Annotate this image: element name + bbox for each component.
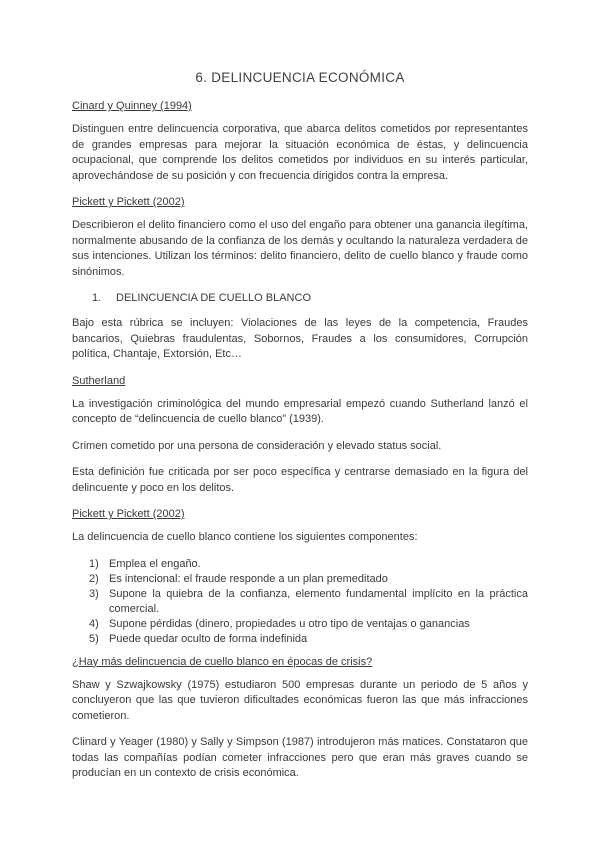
heading-crisis-question: ¿Hay más delincuencia de cuello blanco en épocas de crisis? — [72, 655, 373, 668]
list-item-text: Supone la quiebra de la confianza, elemento fundamental implícito en la práctica comercial. — [109, 587, 528, 615]
list-item — [72, 557, 528, 572]
list-item — [72, 632, 528, 647]
heading-pickett-2: Pickett y Pickett (2002) — [72, 508, 185, 520]
page-title: 6. DELINCUENCIA ECONÓMICA — [195, 70, 405, 85]
section-number: 1. — [92, 292, 102, 304]
paragraph-rubric: Bajo esta rúbrica se incluyen: Violaciones de las leyes de la competencia, Fraudes bancarios, Quiebras fraudulentas, Sobornos, Fraudes a los consumidores, Corrupción política, Chantaje, Extorsión, Etc… — [72, 317, 528, 360]
list-item-number: 1) — [89, 557, 99, 570]
list-item — [72, 617, 528, 632]
list-item-text: Puede quedar oculto de forma indefinida — [109, 632, 308, 645]
paragraph-components-intro: La delincuencia de cuello blanco contiene los siguientes componentes: — [72, 531, 418, 543]
paragraph-sutherland-concept: La investigación criminológica del mundo empresarial empezó cuando Sutherland lanzó el concepto de “delincuencia de cuello blanco” (1939). — [72, 397, 528, 425]
list-item-number: 4) — [89, 617, 99, 630]
list-item-number: 5) — [89, 632, 99, 645]
section-title-white-collar — [72, 291, 528, 305]
heading-pickett-1: Pickett y Pickett (2002) — [72, 196, 185, 208]
list-item-text: Es intencional: el fraude responde a un plan premeditado — [109, 572, 388, 585]
heading-sutherland: Sutherland — [72, 374, 126, 387]
components-list — [72, 557, 528, 647]
list-item-text: Supone pérdidas (dinero, propiedades u otro tipo de ventajas o ganancias — [109, 617, 470, 630]
list-item-text: Emplea el engaño. — [109, 557, 201, 570]
paragraph-clinard-yeager: Clinard y Yeager (1980) y Sally y Simpson (1987) introdujeron más matices. Constataron que todas las compañías podían cometer infracciones pero que eran más graves cuando se producían en un contexto de crisis económica. — [72, 736, 528, 779]
list-item — [72, 587, 528, 617]
paragraph-definition: Crimen cometido por una persona de consideración y elevado status social. — [72, 439, 442, 452]
paragraph-shaw-study: Shaw y Szwajkowsky (1975) estudiaron 500 empresas durante un periodo de 5 años y concluyeron que las que tuvieron dificultades económicas fueron las que más infracciones cometieron. — [72, 678, 528, 722]
paragraph-criticism: Esta definición fue criticada por ser poco específica y centrarse demasiado en la figura del delincuente y poco en los delitos. — [72, 466, 528, 494]
section-label: DELINCUENCIA DE CUELLO BLANCO — [116, 292, 311, 304]
heading-cinard-quinney: Cinard y Quinney (1994) — [72, 100, 192, 112]
list-item-number: 3) — [89, 587, 99, 600]
paragraph-financial-crime: Describieron el delito financiero como el uso del engaño para obtener una ganancia ilegítima, normalmente abusando de la confianza de los demás y ocultando la naturaleza verdadera de sus intenciones. Utilizan los términos: delito financiero, delito de cuello blanco y fraude como sinónimos. — [72, 219, 528, 278]
paragraph-corporate-crime: Distinguen entre delincuencia corporativa, que abarca delitos cometidos por representantes de grandes empresas para mejorar la situación económica de éstas, y delincuencia ocupacional, que comprende los delitos cometidos por individuos en su interés particular, aprovechándose de su posición y con frecuencia dirigidos contra la empresa. — [72, 123, 528, 182]
list-item-number: 2) — [89, 572, 99, 585]
list-item — [72, 572, 528, 587]
